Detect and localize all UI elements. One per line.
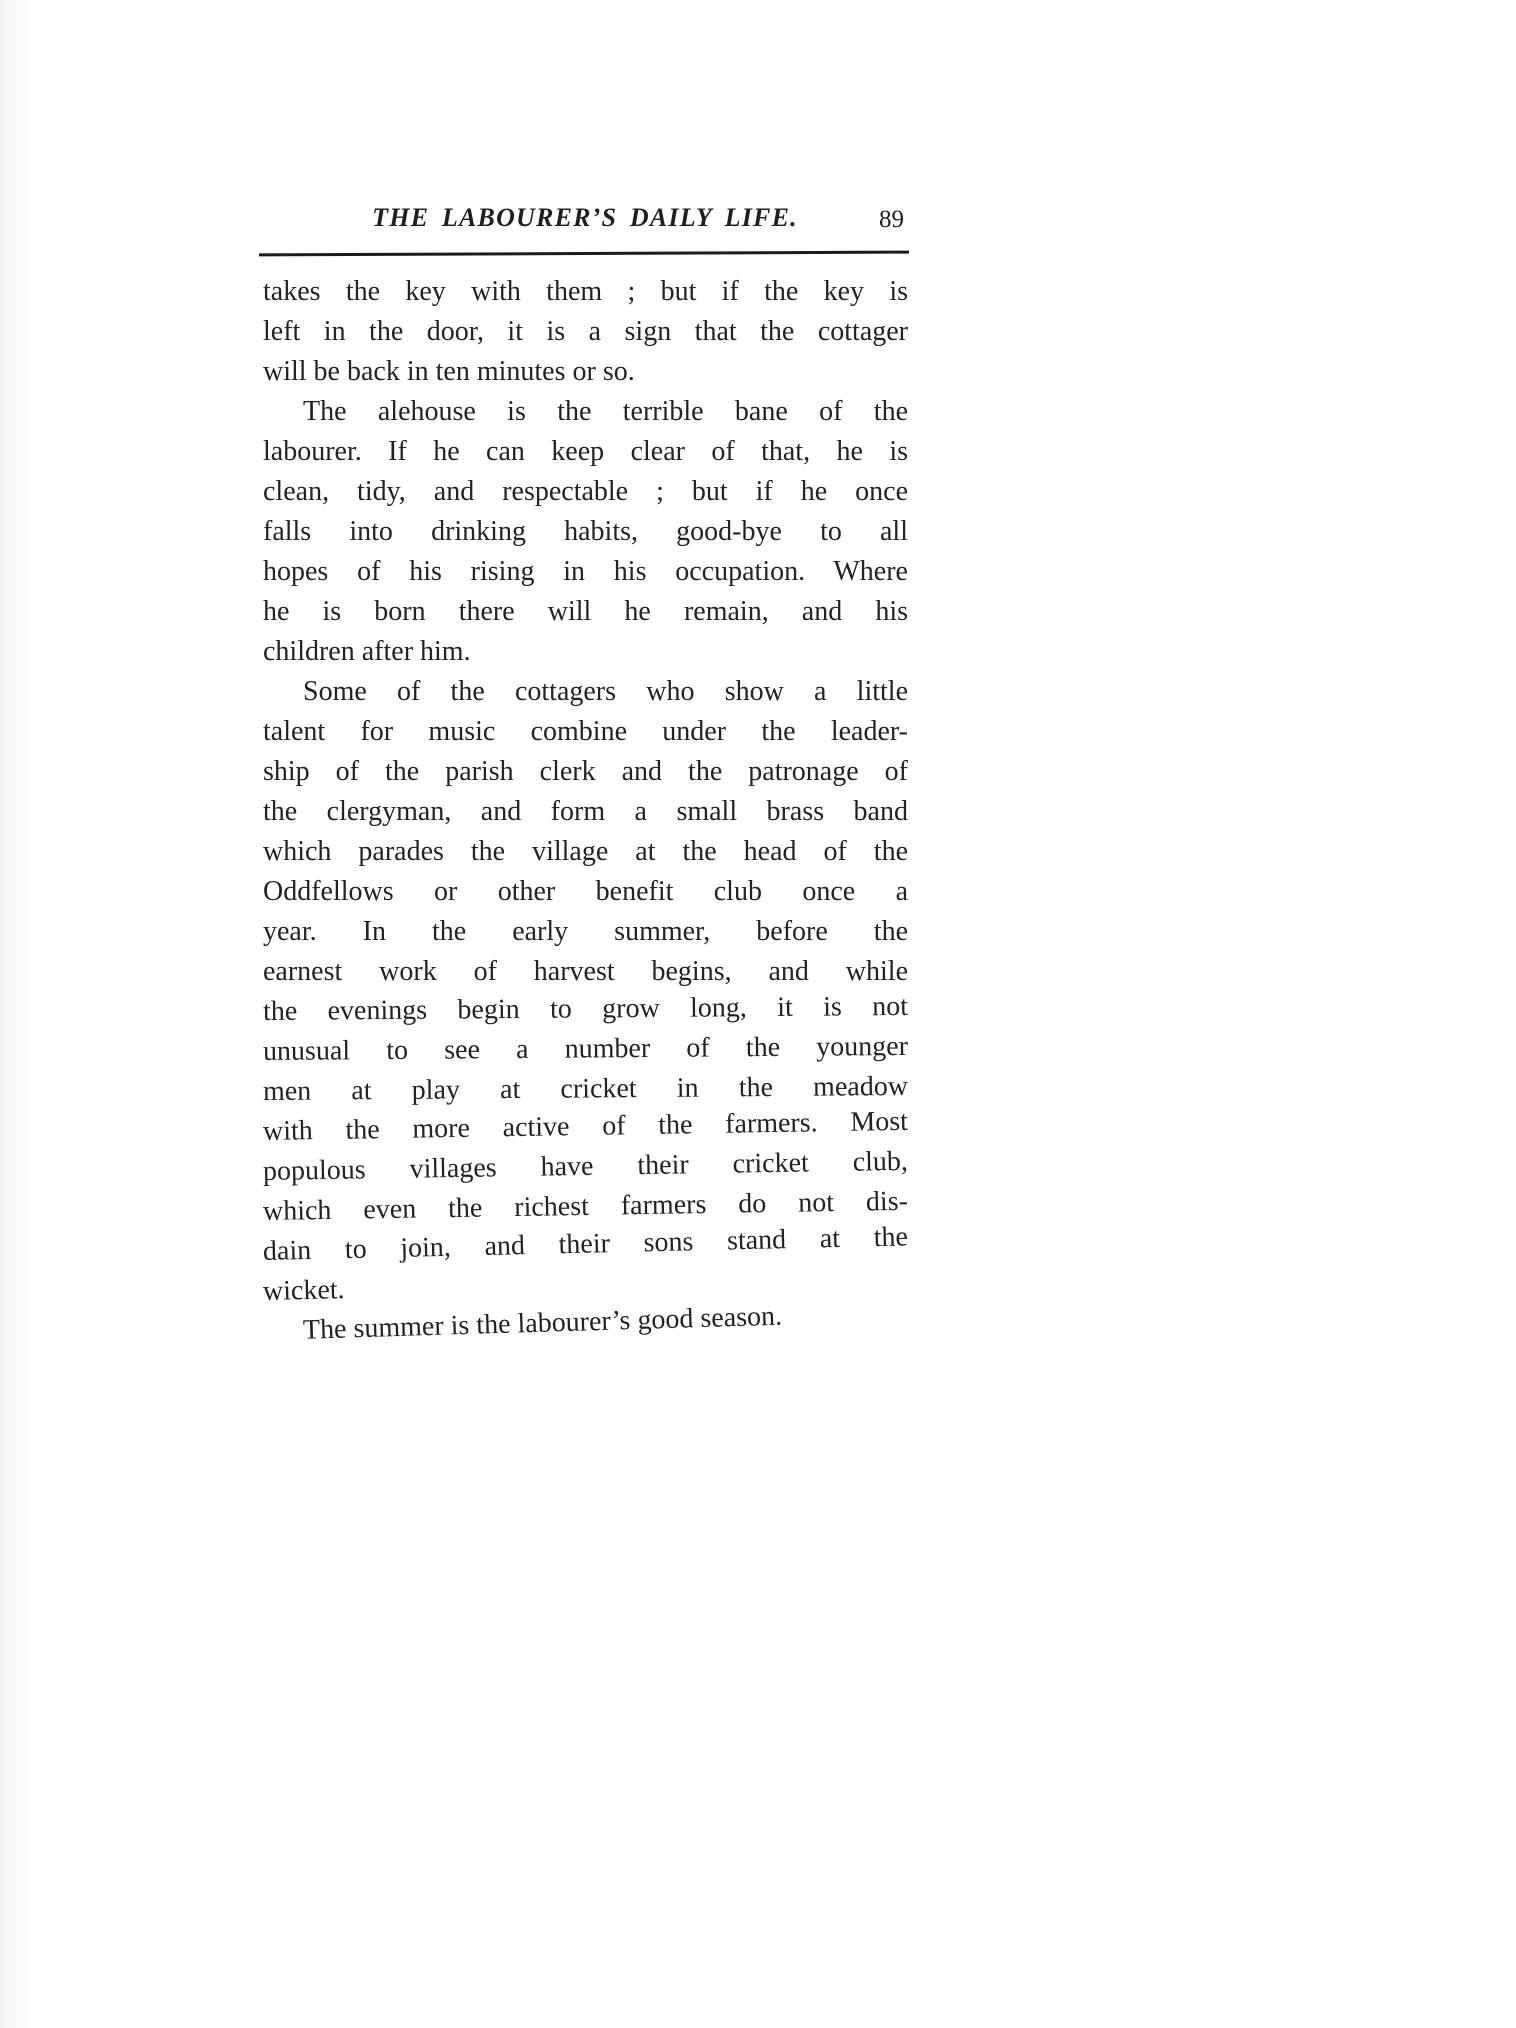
text-line: falls into drinking habits, good-bye to all	[263, 516, 908, 547]
text-line: with the more active of the farmers. Most	[262, 1105, 909, 1147]
text-line: which parades the village at the head of the	[263, 836, 908, 867]
text-line: takes the key with them ; but if the key is	[263, 276, 908, 307]
text-line: earnest work of harvest begins, and while	[263, 956, 908, 987]
text-line: The alehouse is the terrible bane of the	[303, 396, 908, 427]
text-line: talent for music combine under the leader-	[263, 716, 908, 747]
text-line: which even the richest farmers do not dis-	[262, 1185, 909, 1227]
text-block	[263, 272, 908, 1352]
text-line: hopes of his rising in his occupation. Where	[263, 556, 908, 587]
page-header	[262, 203, 908, 233]
text-line: the clergyman, and form a small brass band	[263, 796, 908, 827]
page-number: 89	[879, 206, 904, 233]
text-line: dain to join, and their sons stand at the	[262, 1221, 909, 1267]
running-title: THE LABOURER’S DAILY LIFE.	[372, 203, 798, 232]
text-line: clean, tidy, and respectable ; but if he once	[263, 476, 908, 507]
text-line: The summer is the labourer’s good season.	[302, 1300, 783, 1346]
text-line: left in the door, it is a sign that the cottager	[263, 316, 908, 347]
text-line: he is born there will he remain, and his	[263, 596, 908, 627]
text-line: Oddfellows or other benefit club once a	[263, 876, 908, 907]
text-line: men at play at cricket in the meadow	[262, 1070, 909, 1107]
header-rule	[259, 251, 909, 257]
text-line: labourer. If he can keep clear of that, he is	[263, 436, 908, 467]
text-line: wicket.	[262, 1274, 345, 1307]
text-line: populous villages have their cricket club,	[262, 1145, 909, 1187]
text-line: will be back in ten minutes or so.	[263, 356, 635, 387]
text-line: ship of the parish clerk and the patronage of	[263, 756, 908, 787]
text-line: children after him.	[263, 636, 471, 667]
text-line: year. In the early summer, before the	[263, 916, 908, 947]
text-line: unusual to see a number of the younger	[262, 1030, 909, 1067]
text-line: the evenings begin to grow long, it is not	[262, 990, 909, 1027]
text-line: Some of the cottagers who show a little	[303, 676, 908, 707]
